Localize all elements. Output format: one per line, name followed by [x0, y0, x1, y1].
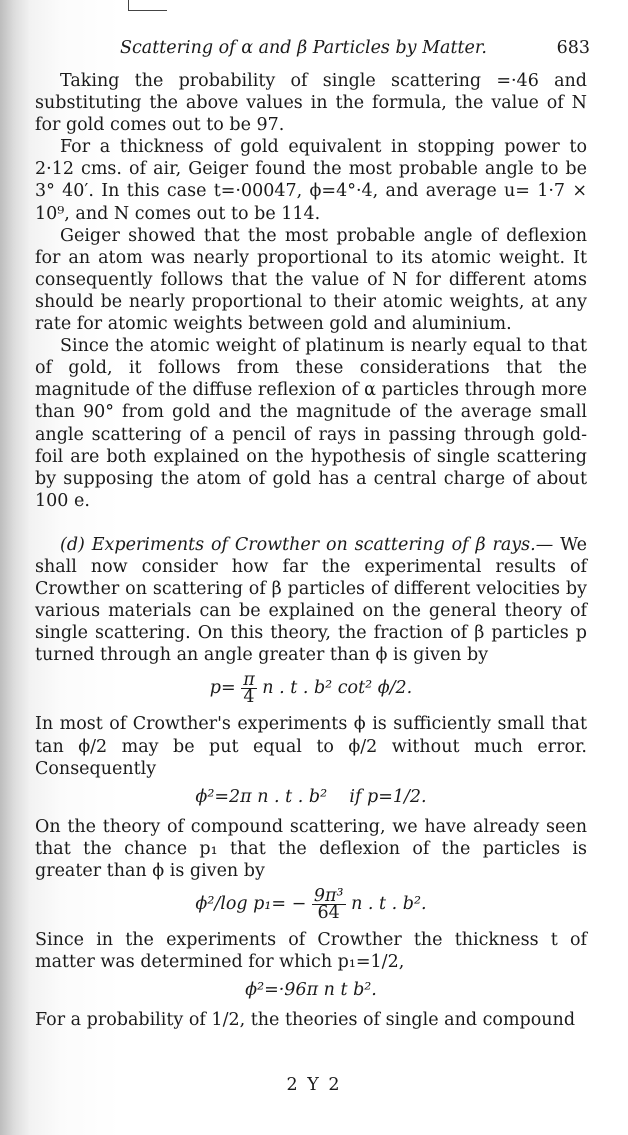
equation-1-lhs: p= [209, 678, 236, 699]
signature-mark: 2 Y 2 [286, 1075, 342, 1095]
equation-3-lhs: ϕ²/log p₁= − [195, 894, 307, 915]
equation-1-numerator: π [243, 670, 255, 691]
equation-1-denominator: 4 [243, 687, 255, 708]
printer-mark [128, 0, 167, 11]
page-number: 683 [556, 38, 590, 58]
page-body [35, 70, 587, 1031]
equation-1-rhs: n . t . b² cot² ϕ/2. [262, 678, 413, 699]
equation-3-rhs: n . t . b². [351, 894, 427, 915]
section-heading-crowther: (d) Experiments of Crowther on scattering of β rays.— [60, 534, 554, 555]
equation-compound-result: ϕ²=·96π n t b². [245, 980, 377, 1001]
equation-3-numerator: 9π³ [313, 886, 344, 907]
paragraph-geiger-thickness: For a thickness of gold equivalent in stopping power to 2·12 cms. of air, Geiger found the most probable angle to be 3° 40′. In this case t=·00047, ϕ=4°·4, and average u= 1·7 × 10⁹, and N comes out to be 114. [35, 137, 587, 224]
paragraph-comparison: For a probability of 1/2, the theories of single and compound [35, 1010, 576, 1031]
paragraph-crowther-text: We shall now consider how far the experimental results of Crowther on scattering of β particles of different velocities by various materials can be explained on the general theory of single scattering. On this theory, the fraction of β particles p turned through an angle greater than ϕ is given by [35, 534, 587, 666]
equation-compound [35, 886, 587, 924]
equation-1-fraction [241, 670, 257, 708]
equation-3-fraction [312, 886, 346, 924]
paragraph-crowther [35, 534, 587, 667]
page-header [120, 38, 590, 60]
equation-half-probability: ϕ²=2π n . t . b² if p=1/2. [195, 786, 427, 807]
paragraph-compound-scattering: On the theory of compound scattering, we have already seen that the chance p₁ that the deflexion of the particles is greater than ϕ is given by [35, 816, 587, 881]
paragraph-probability: Taking the probability of single scattering =·46 and substituting the above values in the formula, the value of N for gold comes out to be 97. [35, 71, 587, 136]
equation-3-denominator: 64 [317, 903, 340, 924]
paragraph-platinum: Since the atomic weight of platinum is nearly equal to that of gold, it follows from these considerations that the magnitude of the diffuse reflexion of α particles through more than 90° from gold and the magnitude of the average small angle scattering of a pencil of rays in passing through gold-foil are both explained on the hypothesis of single scattering by supposing the atom of gold has a central charge of about 100 e. [35, 336, 587, 511]
paragraph-geiger-angle: Geiger showed that the most probable angle of deflexion for an atom was nearly proportional to its atomic weight. It consequently follows that the value of N for different atoms should be nearly proportional to their atomic weights, at any rate for atomic weights between gold and aluminium. [35, 225, 587, 335]
paragraph-crowther-small-angle: In most of Crowther's experiments ϕ is sufficiently small that tan ϕ/2 may be put equal to ϕ/2 without much error. Consequently [35, 714, 587, 779]
paragraph-crowther-thickness: Since in the experiments of Crowther the thickness t of matter was determined for which p₁=1/2, [35, 930, 587, 973]
equation-single-scattering [35, 670, 587, 708]
running-title: Scattering of α and β Particles by Matter. [120, 38, 487, 58]
section-gap [35, 512, 587, 534]
